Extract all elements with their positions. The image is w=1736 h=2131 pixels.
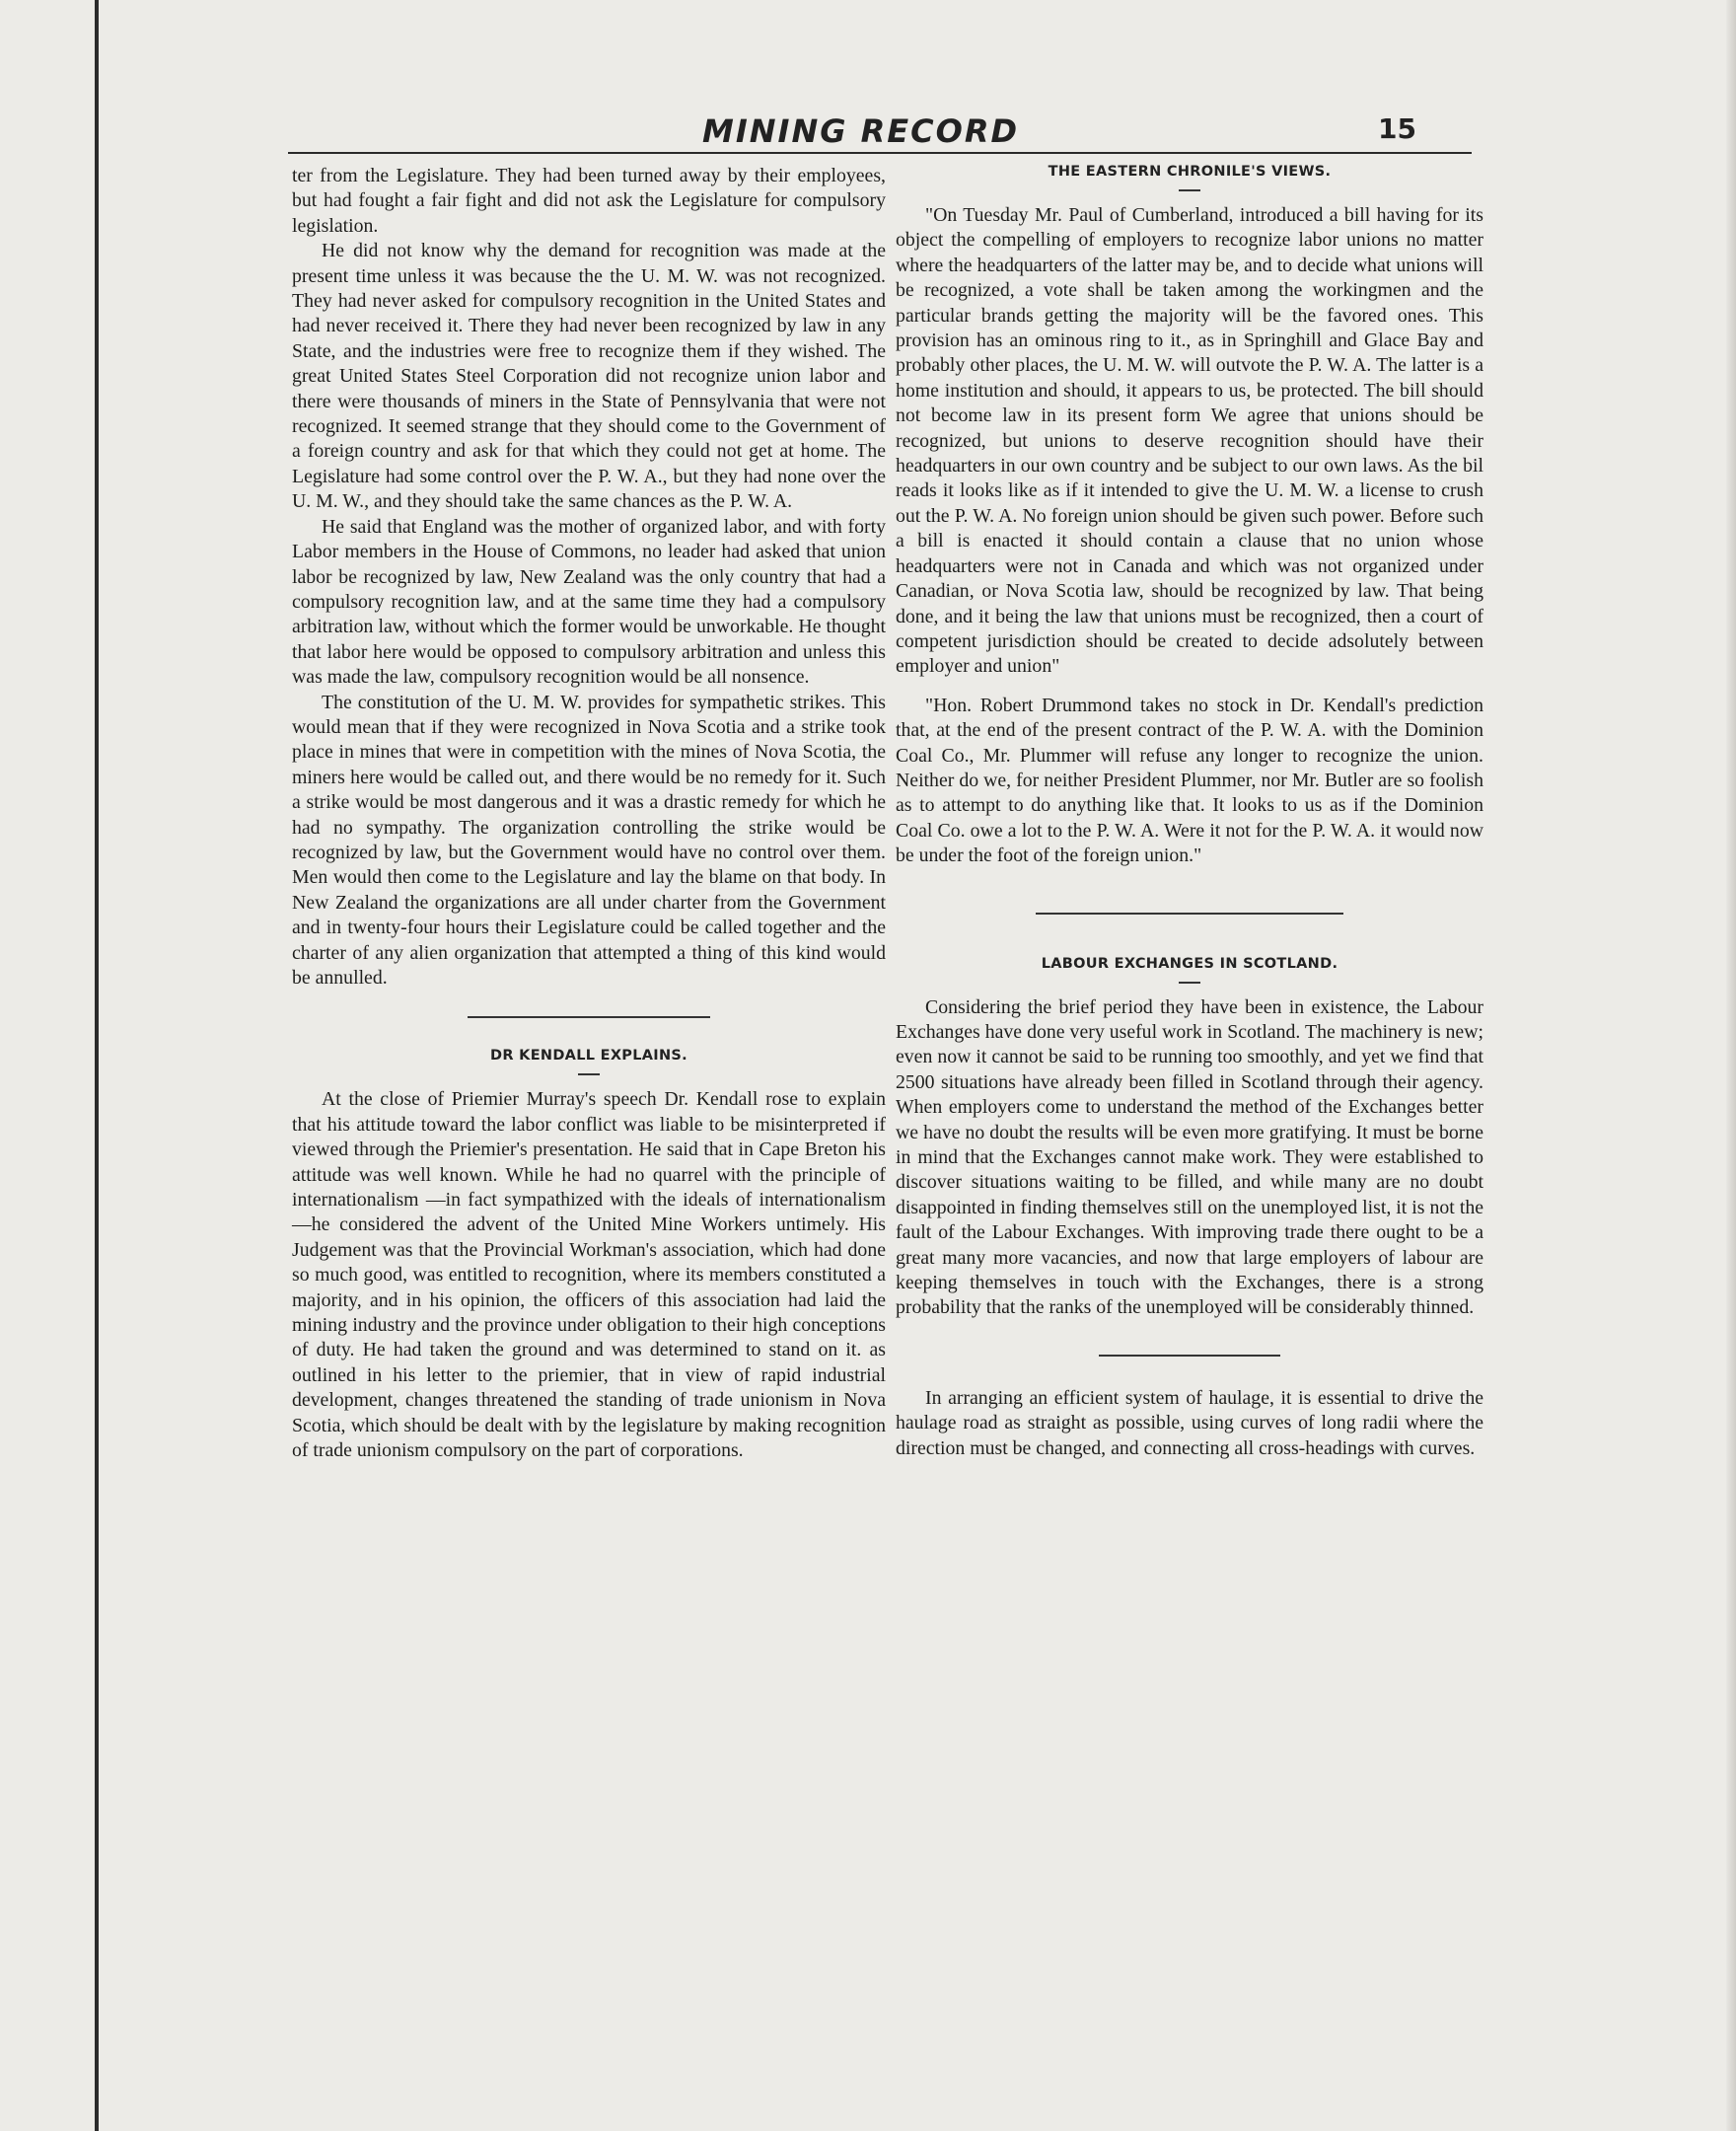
left-paragraph-1: ter from the Legislature. They had been turned away by their employees, but had fought a fair fight and did not ask the Legislature for compulsory legislation. <box>292 165 886 237</box>
chronicle-paragraph-2: "Hon. Robert Drummond takes no stock in Dr. Kendall's prediction that, at the end of the present contract of the P. W. A. with the Dominion Coal Co., Mr. Plummer will refuse any longer to recognize the union. Neither do we, for neither President Plummer, nor Mr. Butler are so foolish as to attempt to do anything like that. It looks to us as if the Dominion Coal Co. owe a lot to the P. W. A. Were it not for the P. W. A. it would now be under the foot of the foreign union." <box>896 694 1483 867</box>
heading-dash <box>1179 189 1200 191</box>
left-paragraph-3: He said that England was the mother of organized labor, and with forty Labor members in the House of Commons, no leader had asked that union labor be recognized by law, New Zealand was the only country that had a compulsory recognition law, and at the same time they had a compulsory arbitration law, without which the former would be unworkable. He thought that labor here would be opposed to compulsory arbitration and unless this was made the law, compulsory recognition would be all nonsence. <box>292 515 886 689</box>
page-right-edge <box>1726 0 1736 2131</box>
kendall-paragraph: At the close of Priemier Murray's speech Dr. Kendall rose to explain that his attitude toward the labor conflict was liable to be misinterpreted if viewed through the Priemier's presentation. He said that in Cape Breton his attitude was well known. While he had no quarrel with the principle of internationalism —in fact sympathized with the ideals of internationalism—he considered the advent of the United Mine Workers untimely. His Judgement was that the Provincial Workman's association, which had done so much good, was entitled to recognition, where its members constituted a majority, and in his opinion, the officers of this association had laid the mining industry and the province under obligation to their high conceptions of duty. He had taken the ground and was determined to stand on it. as outlined in his letter to the priemier, that in view of rapid industrial development, changes threatened the standing of trade unionism in Nova Scotia, which should be dealt with by the legislature by making recognition of trade unionism compulsory on the part of corporations. <box>292 1088 886 1462</box>
section-divider <box>1036 913 1343 915</box>
haulage-paragraph: In arranging an efficient system of haulage, it is essential to drive the haulage road as straight as possible, using curves of long radii where the direction must be changed, and connecting all cross-headings with curves. <box>896 1386 1483 1459</box>
binding-edge-line <box>95 0 99 2131</box>
chronicle-heading: THE EASTERN CHRONILE'S VIEWS. <box>1048 164 1332 180</box>
right-column <box>896 164 1483 1461</box>
kendall-heading: DR KENDALL EXPLAINS. <box>490 1048 687 1065</box>
heading-dash <box>578 1073 600 1075</box>
page-number: 15 <box>1378 112 1416 145</box>
section-divider <box>468 1016 710 1018</box>
labour-heading: LABOUR EXCHANGES IN SCOTLAND. <box>1041 955 1338 972</box>
labour-paragraph: Considering the brief period they have been in existence, the Labour Exchanges have done very useful work in Scotland. The machinery is new; even now it cannot be said to be running too smoothly, and yet we find that 2500 situations have already been filled in Scotland through their agency. When employers come to understand the method of the Exchanges better we have no doubt the results will be even more gratifying. It must be borne in mind that the Exchanges cannot make work. They were established to discover situations waiting to be filled, and while many are no doubt disappointed in finding themselves still on the unemployed list, it is not the fault of the Labour Exchanges. With improving trade there ought to be a great many more vacancies, and now that large employers of labour are keeping themselves in touch with the Exchanges, there is a strong probability that the ranks of the unemployed will be considerably thinned. <box>896 995 1483 1319</box>
left-paragraph-4: The constitution of the U. M. W. provides for sympathetic strikes. This would mean that if they were recognized in Nova Scotia and a strike took place in mines that were in competition with the mines of Nova Scotia, the miners here would be called out, and there would be no remedy for it. Such a strike would be most dangerous and it was a drastic remedy for which he had no sympathy. The organization controlling the strike would be recognized by law, but the Government would have no control over them. Men would then come to the Legislature and lay the blame on that body. In New Zealand the organizations are all under charter from the Government and in twenty-four hours their Legislature could be called together and the charter of any alien organization that attempted a thing of this kind would be annulled. <box>292 691 886 989</box>
left-paragraph-2: He did not know why the demand for recognition was made at the present time unless it was because the the U. M. W. was not recognized. They had never asked for compulsory recognition in the United States and had never received it. There they had never been recognized by law in any State, and the industries were free to recognize them if they wished. The great United States Steel Corporation did not recognize union labor and there were thousands of miners in the State of Pennsylvania that were not recognized. It seemed strange that they should come to the Government of a foreign country and ask for that which they could not get at home. The Legislature had some control over the P. W. A., but they had none over the U. M. W., and they should take the same chances as the P. W. A. <box>292 240 886 513</box>
left-column <box>292 164 886 1464</box>
page-header <box>288 112 1472 154</box>
chronicle-paragraph-1: "On Tuesday Mr. Paul of Cumberland, introduced a bill having for its object the compelling of employers to recognize labor unions no matter where the headquarters of the latter may be, and to decide what unions will be recognized, a vote shall be taken among the workingmen and the particular brands getting the majority will be the favored ones. This provision has an ominous ring to it., as in Springhill and Glace Bay and probably other places, the U. M. W. will outvote the P. W. A. The latter is a home institution and should, it appears to us, be protected. The bill should not become law in its present form We agree that unions should be recognized, but unions to deserve recognition should have their headquarters in our own country and be subject to our own laws. As the bil reads it looks like as if it intended to give the U. M. W. a license to crush out the P. W. A. No foreign union should be given such power. Before such a bill is enacted it should contain a clause that no union whose headquarters were not in Canada and which was not organized under Canadian, or Nova Scotia law, should be recognized by law. That being done, and it being the law that unions must be recognized, then a court of competent jurisdiction should be created to decide adsolutely between employer and union" <box>896 204 1483 678</box>
publication-title: MINING RECORD <box>702 112 1020 150</box>
heading-dash <box>1179 982 1200 984</box>
section-divider <box>1099 1355 1280 1357</box>
